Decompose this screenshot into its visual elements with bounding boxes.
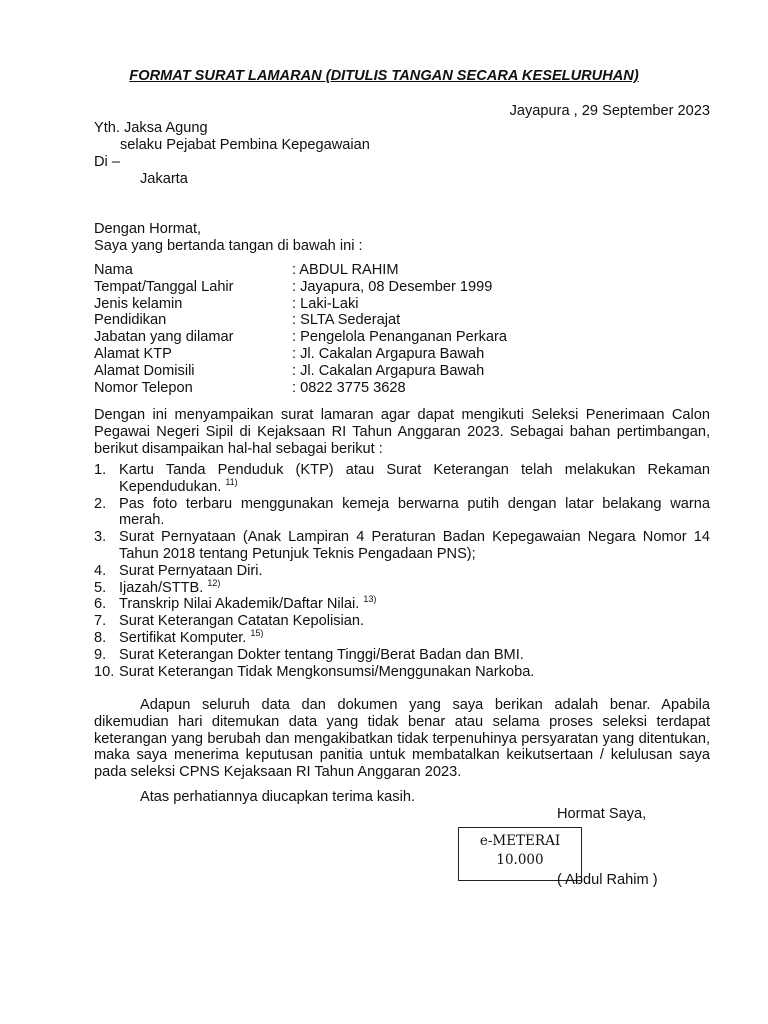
footnote-marker: 12) <box>207 577 221 588</box>
document-text: Sertifikat Komputer. <box>119 629 247 646</box>
document-text: Surat Pernyataan (Anak Lampiran 4 Peraturan Badan Kepegawaian Negara Nomor 14 Tahun 2018 tentang Petunjuk Teknis Pengadaan PNS); <box>119 529 710 562</box>
recipient-line-3: Di – <box>94 154 120 170</box>
identity-label: Pendidikan <box>94 312 167 329</box>
document-text: Kartu Tanda Penduduk (KTP) atau Surat Keterangan telah melakukan Rekaman Kependudukan. <box>119 462 710 495</box>
document-item <box>94 577 710 597</box>
salutation: Dengan Hormat, <box>94 221 202 237</box>
identity-row <box>94 380 507 397</box>
identity-value: : Laki-Laki <box>292 295 359 312</box>
identity-table <box>94 262 507 396</box>
document-text: Surat Keterangan Tidak Mengkonsumsi/Menggunakan Narkoba. <box>119 663 535 680</box>
identity-row <box>94 262 507 279</box>
recipient-line-1: Yth. Jaksa Agung <box>94 120 208 136</box>
identity-row <box>94 329 507 346</box>
identity-value: : 0822 3775 3628 <box>292 379 406 396</box>
document-item <box>94 462 710 496</box>
document-item <box>94 647 710 664</box>
document-text: Surat Keterangan Catatan Kepolisian. <box>119 613 365 630</box>
identity-value: : Pengelola Penanganan Perkara <box>292 329 508 346</box>
identity-value: : Jl. Cakalan Argapura Bawah <box>292 362 485 379</box>
document-number: 5. <box>94 579 107 596</box>
identity-label: Jabatan yang dilamar <box>94 329 234 346</box>
document-number: 8. <box>94 629 107 646</box>
document-number: 6. <box>94 596 107 613</box>
identity-value: : Jayapura, 08 Desember 1999 <box>292 278 493 295</box>
document-text: Surat Pernyataan Diri. <box>119 562 263 579</box>
document-number: 3. <box>94 529 107 546</box>
identity-label: Nama <box>94 262 133 278</box>
signature-label: Hormat Saya, <box>557 806 647 822</box>
stamp-line-2: 10.000 <box>496 852 544 868</box>
identity-label: Alamat KTP <box>94 345 172 362</box>
identity-value: : Jl. Cakalan Argapura Bawah <box>292 345 485 362</box>
document-item <box>94 664 710 681</box>
identity-row <box>94 312 507 329</box>
document-text: Transkrip Nilai Akademik/Daftar Nilai. <box>119 596 360 613</box>
identity-value: : ABDUL RAHIM <box>292 262 399 278</box>
closing-paragraph: Adapun seluruh data dan dokumen yang saya berikan adalah benar. Apabila dikemudian hari ditemukan data yang tidak benar atau selama proses seleksi terdapat keterangan yang berubah dan mengakibatkan tidak terpenuhinya persyaratan yang ditentukan, maka saya menerima keputusan panitia untuk membatalkan keikutsertaan / kelulusan saya pada seleksi CPNS Kejaksaan RI Tahun Anggaran 2023. <box>94 697 710 781</box>
letter-title: FORMAT SURAT LAMARAN (DITULIS TANGAN SECARA KESELURUHAN) <box>129 68 639 84</box>
document-item <box>94 563 710 580</box>
identity-label: Jenis kelamin <box>94 295 183 312</box>
intro-paragraph: Dengan ini menyampaikan surat lamaran agar dapat mengikuti Seleksi Penerimaan Calon Pegawai Negeri Sipil di Kejaksaan RI Tahun Anggaran 2023. Sebagai bahan pertimbangan, berikut disampaikan hal-hal sebagai berikut : <box>94 407 710 457</box>
footnote-marker: 11) <box>225 476 238 487</box>
recipient-line-4: Jakarta <box>140 171 188 187</box>
identity-label: Alamat Domisili <box>94 362 195 379</box>
document-number: 1. <box>94 462 107 478</box>
identity-row <box>94 279 507 296</box>
document-item <box>94 627 710 647</box>
intro-statement: Saya yang bertanda tangan di bawah ini : <box>94 238 363 254</box>
identity-label: Tempat/Tanggal Lahir <box>94 278 234 295</box>
letter-date: Jayapura , 29 September 2023 <box>509 103 710 119</box>
document-item <box>94 596 710 613</box>
document-number: 4. <box>94 562 107 579</box>
identity-value: : SLTA Sederajat <box>292 312 401 329</box>
identity-row <box>94 363 507 380</box>
signer-name: ( Abdul Rahim ) <box>557 872 658 888</box>
document-number: 2. <box>94 495 107 512</box>
recipient-line-2: selaku Pejabat Pembina Kepegawaian <box>120 137 370 153</box>
stamp-line-1: e-METERAI <box>479 833 561 849</box>
document-number: 10. <box>94 663 115 680</box>
document-item <box>94 529 710 563</box>
identity-row <box>94 346 507 363</box>
footnote-marker: 13) <box>363 594 377 605</box>
identity-label: Nomor Telepon <box>94 379 193 396</box>
footnote-marker: 15) <box>250 627 264 638</box>
document-text: Surat Keterangan Dokter tentang Tinggi/Berat Badan dan BMI. <box>119 646 524 663</box>
document-number: 7. <box>94 613 107 630</box>
document-number: 9. <box>94 646 107 663</box>
document-list <box>94 462 710 680</box>
document-item <box>94 496 710 530</box>
identity-row <box>94 296 507 313</box>
document-item <box>94 613 710 630</box>
document-text: Pas foto terbaru menggunakan kemeja berwarna putih dengan latar belakang warna merah. <box>119 495 710 529</box>
thanks-line: Atas perhatiannya diucapkan terima kasih. <box>140 789 416 805</box>
document-text: Ijazah/STTB. <box>119 579 204 596</box>
